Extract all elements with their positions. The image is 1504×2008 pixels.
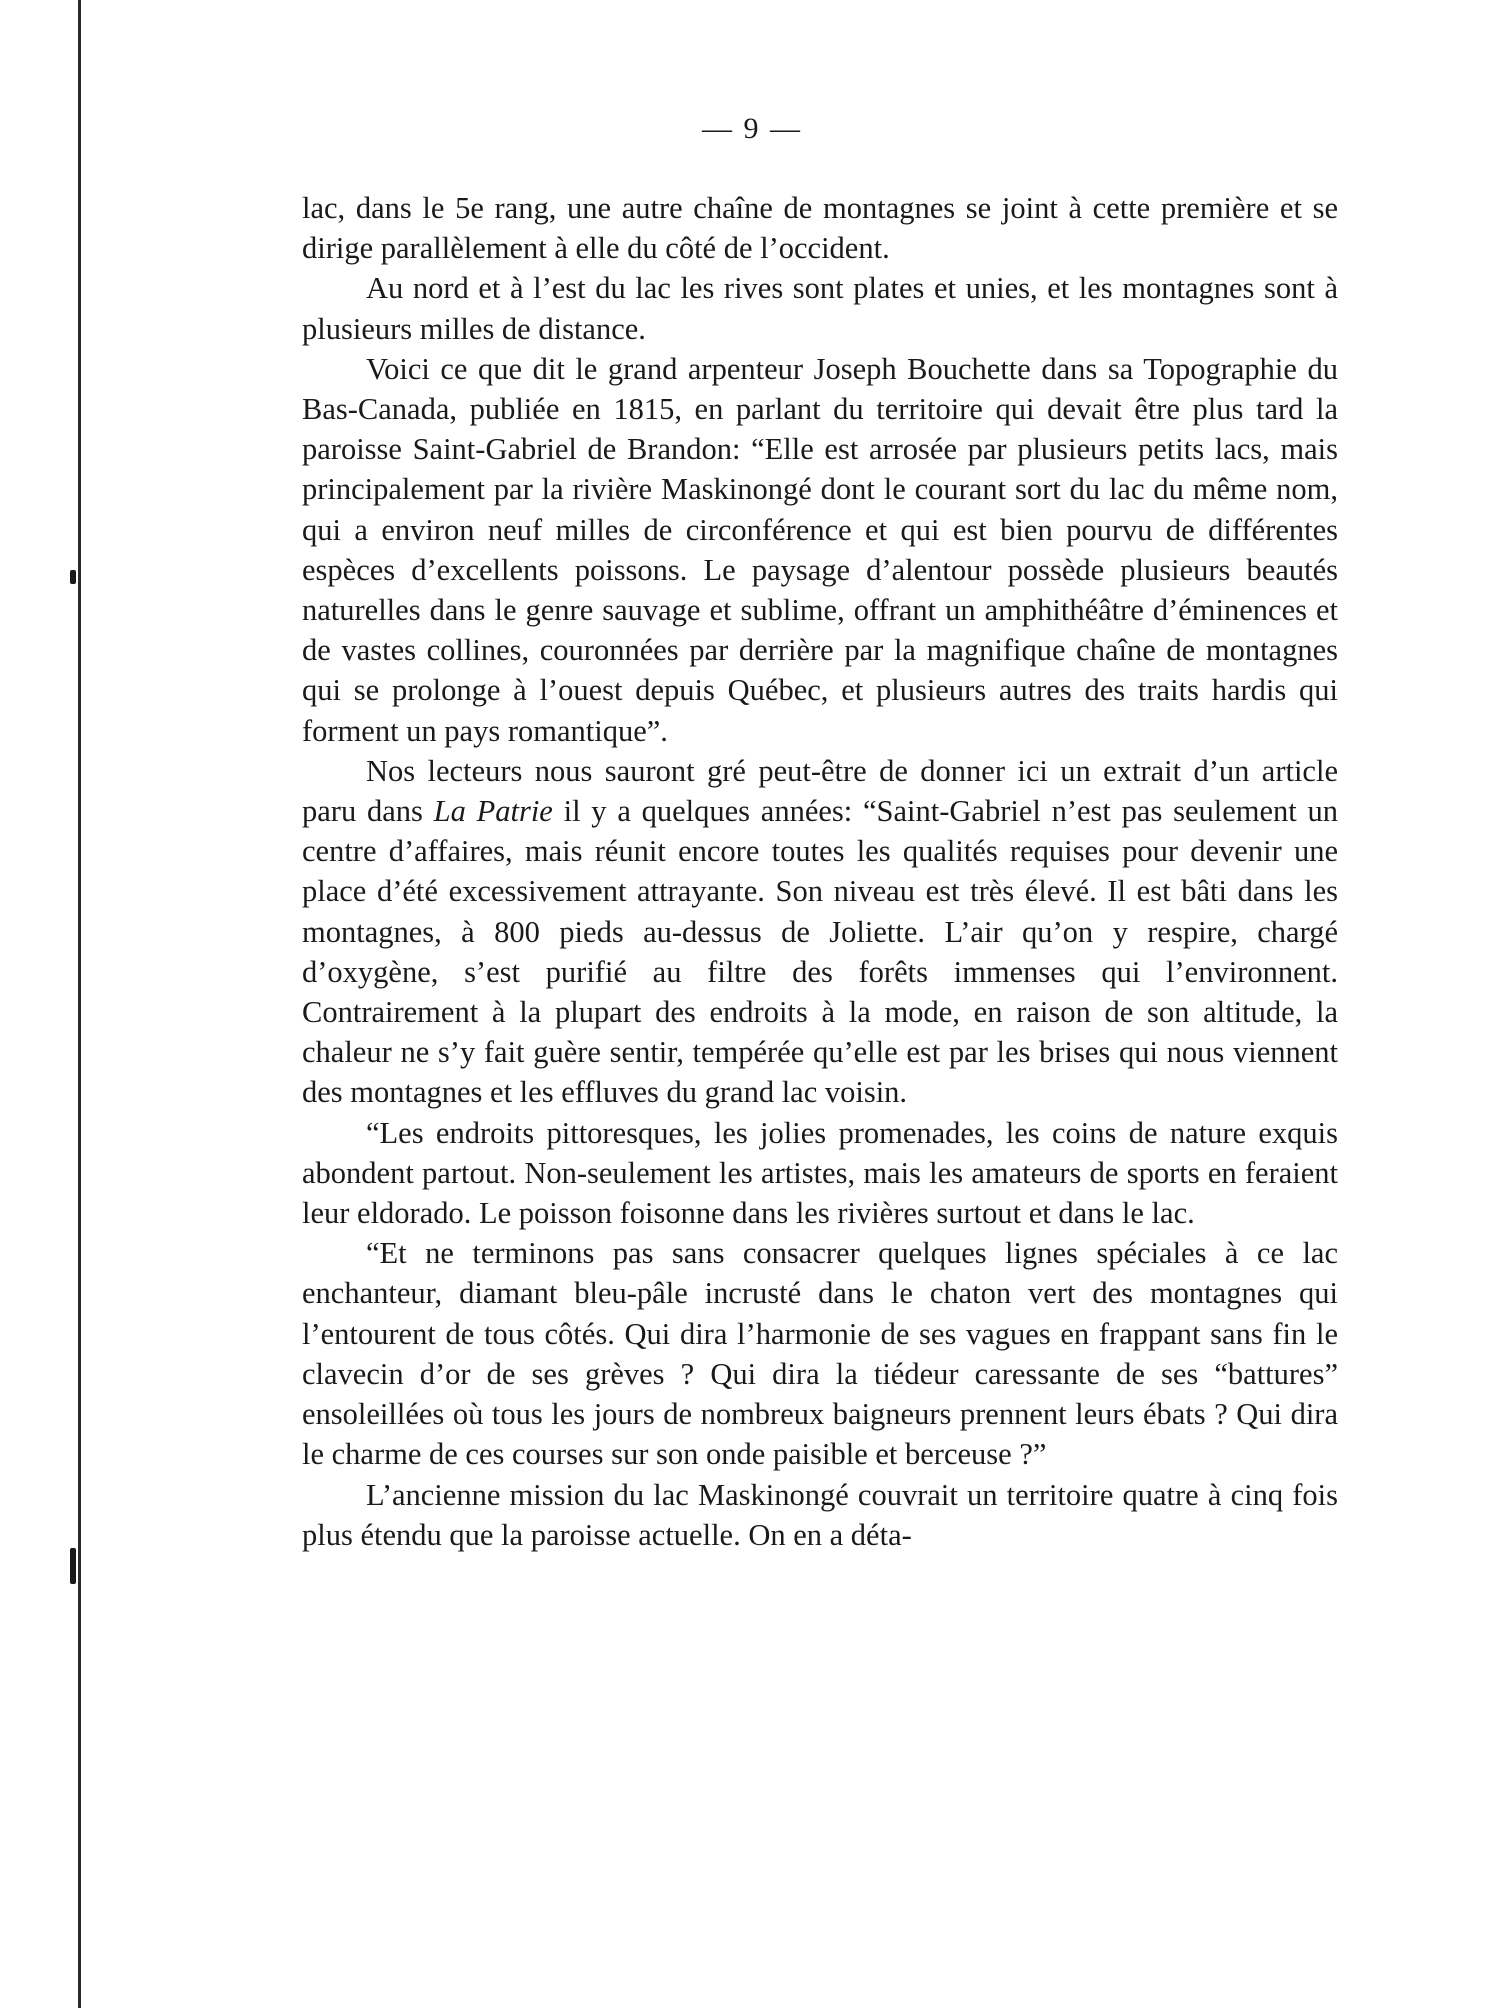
paragraph-text: Au nord et à l’est du lac les rives sont plates et unies, et les montagnes sont à plusieurs milles de distance. <box>302 271 1338 346</box>
edge-mark <box>70 1548 76 1584</box>
paragraph-text: il y a quelques années: “Saint-Gabriel n’est pas seulement un centre d’affaires, mais réunit encore toutes les qualités requises pour devenir une place d’été excessivement attrayante. Son niveau est très élevé. Il est bâti dans les montagnes, à 800 pieds au-dessus de Joliette. L’air qu’on y respire, chargé d’oxygène, s’est purifié au filtre des forêts immenses qui l’environnent. Contrairement à la plupart des endroits à la mode, en raison de son altitude, la chaleur ne s’y fait guère sentir, tempérée qu’elle est par les brises qui nous viennent des montagnes et les effluves du grand lac voisin. <box>302 794 1338 1110</box>
paragraph <box>302 188 1338 268</box>
paragraph <box>302 1233 1338 1474</box>
paragraph <box>302 1113 1338 1234</box>
paragraph <box>302 268 1338 348</box>
paragraph-text: “Et ne terminons pas sans consacrer quelques lignes spéciales à ce lac enchanteur, diamant bleu-pâle incrusté dans le chaton vert des montagnes qui l’entourent de tous côtés. Qui dira l’harmonie de ses vagues en frappant sans fin le clavecin d’or de ses grèves ? Qui dira la tiédeur caressante de ses “battures” ensoleillées où tous les jours de nombreux baigneurs prennent leurs ébats ? Qui dira le charme de ces courses sur son onde paisible et berceuse ?” <box>302 1236 1338 1472</box>
paragraph-text: lac, dans le 5e rang, une autre chaîne de montagnes se joint à cette première et se dirige parallèlement à elle du côté de l’occident. <box>302 191 1338 266</box>
newspaper-title: La Patrie <box>433 794 553 829</box>
paragraph <box>302 751 1338 1113</box>
paragraph <box>302 1475 1338 1555</box>
paragraph-text: Nos lecteurs nous sauront gré peut-être de donner ici un extrait d’un article paru dans <box>302 753 1338 829</box>
paragraph-text: “Les endroits pittoresques, les jolies promenades, les coins de nature exquis abondent partout. Non-seulement les artistes, mais les amateurs de sports en feraient leur eldorado. Le poisson foisonne dans les rivières surtout et dans le lac. <box>302 1115 1338 1231</box>
text-block <box>302 188 1338 1555</box>
paragraph-text: Voici ce que dit le grand arpenteur Joseph Bouchette dans sa Topographie du Bas-Canada, publiée en 1815, en parlant du territoire qui devait être plus tard la paroisse Saint-Gabriel de Brandon: “Elle est arrosée par plusieurs petits lacs, mais principalement par la rivière Maskinongé dont le courant sort du lac du même nom, qui a environ neuf milles de circonférence et qui est bien pourvu de différentes espèces d’excellents poissons. Le paysage d’alentour possède plusieurs beautés naturelles dans le genre sauvage et sublime, offrant un amphithéâtre d’éminences et de vastes collines, couronnées par derrière par la magnifique chaîne de montagnes qui se prolonge à l’ouest depuis Québec, et plusieurs autres des traits hardis qui forment un pays romantique”. <box>302 351 1338 748</box>
paragraph <box>302 349 1338 751</box>
page-number: — 9 — <box>702 112 802 145</box>
edge-mark <box>70 570 76 584</box>
paragraph-text: L’ancienne mission du lac Maskinongé couvrait un territoire quatre à cinq fois plus étendu que la paroisse actuelle. On en a déta- <box>302 1477 1338 1552</box>
binding-edge <box>78 0 81 2008</box>
